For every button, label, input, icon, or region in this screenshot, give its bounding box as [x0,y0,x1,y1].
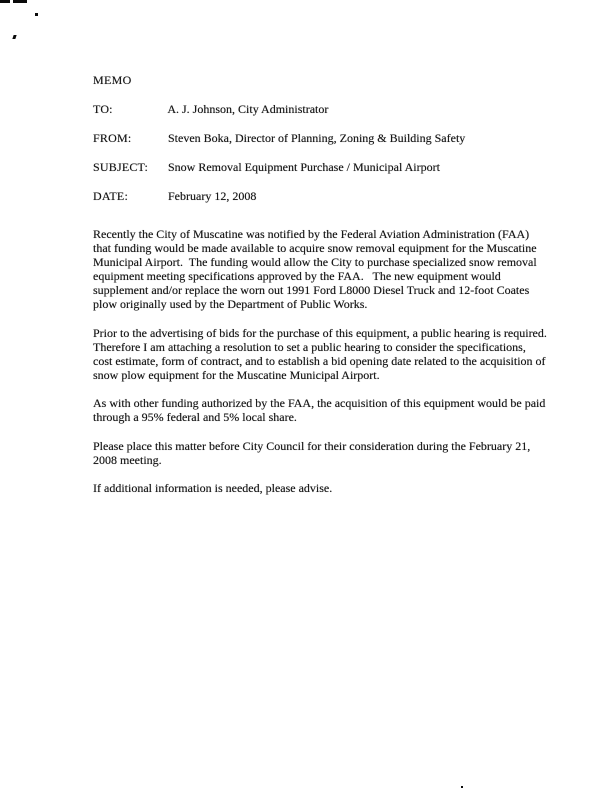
memo-paragraph-funding-notice: Recently the City of Muscatine was notified by the Federal Aviation Administration (FAA) that funding would be made available to acquire snow removal equipment for the Muscatine Municipal Airport. The funding would allow the City to purchase specialized snow removal equipment meeting specifications approved by the FAA. The new equipment would supplement and/or replace the worn out 1991 Ford L8000 Diesel Truck and 12-foot Coates plow originally used by the Department of Public Works. [93,227,540,311]
memo-paragraph-funding-share: As with other funding authorized by the FAA, the acquisition of this equipment would be paid through a 95% federal and 5% local share. [93,396,549,424]
scan-artifact-tick [12,35,16,39]
field-value-to: A. J. Johnson, City Administrator [167,102,329,116]
scan-artifact-dot [461,786,463,788]
memo-paragraph-closing: If additional information is needed, please advise. [93,481,333,495]
memo-field-from [93,131,465,145]
field-label-to: TO: [93,102,113,116]
field-value-date: February 12, 2008 [168,189,257,203]
scan-artifact-bar [13,0,27,3]
field-label-date: DATE: [93,189,128,203]
memo-field-date [93,189,256,203]
memo-paragraph-council-request: Please place this matter before City Council for their consideration during the February 21, 2008 meeting. [93,439,534,467]
memo-field-to [93,102,328,116]
field-label-subject: SUBJECT: [93,160,149,174]
scan-artifact-bar [0,0,10,3]
scan-artifact-dot [35,13,38,16]
memo-heading: MEMO [93,73,132,87]
field-value-from: Steven Boka, Director of Planning, Zoning & Building Safety [168,131,466,145]
field-value-subject: Snow Removal Equipment Purchase / Municipal Airport [168,160,440,174]
memo-field-subject [93,160,440,174]
memo-paragraph-public-hearing: Prior to the advertising of bids for the purchase of this equipment, a public hearing is required. Therefore I am attaching a resolution to set a public hearing to consider the specifications, cost estimate, form of contract, and to establish a bid opening date related to the acquisition of snow plow equipment for the Muscatine Municipal Airport. [93,326,553,382]
field-label-from: FROM: [93,131,132,145]
